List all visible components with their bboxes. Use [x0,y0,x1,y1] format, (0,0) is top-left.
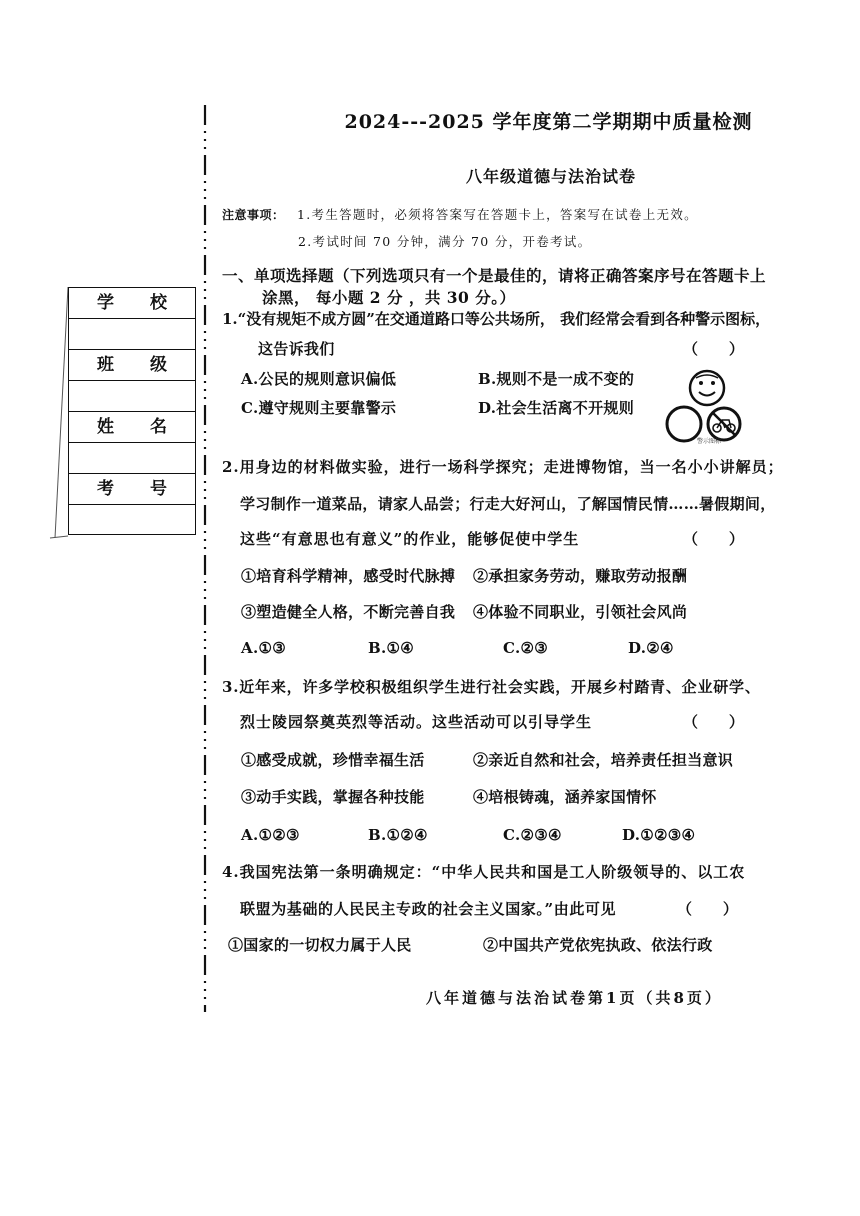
q2-option-d: D.②④ [628,639,674,657]
info-row-school-blank [69,319,195,350]
exam-subtitle: 八年级道德与法治试卷 [465,167,636,186]
q2-statement-3: ③塑造健全人格，不断完善自我 [241,603,456,621]
q1-option-c: C.遵守规则主要靠警示 [241,399,397,417]
section-heading-line-1: 一、单项选择题（下列选项只有一个是最佳的，请将正确答案序号在答题卡上 [222,266,767,285]
q1-stem-line-2: 这告诉我们 [258,340,335,358]
q3-option-c: C.②③④ [503,826,562,844]
q2-answer-bracket: （ ） [683,530,745,548]
note-item-1: 1.考生答题时，必须将答案写在答题卡上，答案写在试卷上无效。 [297,207,698,222]
exam-title: 2024---2025 学年度第二学期期中质量检测 [344,111,753,133]
q2-option-a: A.①③ [241,639,286,657]
info-row-exam-number [69,474,203,505]
q2-option-c: C.②③ [503,639,548,657]
q3-statement-1: ①感受成就，珍惜幸福生活 [241,751,425,769]
school-label: 学校 [97,292,203,313]
q2-statement-4: ④体验不同职业，引领社会风尚 [473,603,688,621]
notes-label: 注意事项： [222,208,285,222]
info-row-class [69,350,203,381]
q3-option-b: B.①②④ [368,826,428,844]
q4-statement-1: ①国家的一切权力属于人民 [228,936,412,954]
q4-stem-line-1: 4.我国宪法第一条明确规定：“中华人民共和国是工人阶级领导的、以工农 [222,863,746,881]
smiley-sign-icon [690,371,724,405]
q4-statement-2: ②中国共产党依宪执政、依法行政 [483,936,713,954]
section-heading-line-2: 涂黑， 每小题 2 分 ，共 30 分。） [262,288,516,307]
margin-slant-line [55,287,68,538]
warning-signs-figure [667,371,740,441]
q3-statement-4: ④培根铸魂，涵养家国情怀 [473,788,657,806]
student-info-table [68,287,203,535]
q4-stem-line-2: 联盟为基础的人民民主专政的社会主义国家。”由此可见 [240,900,617,918]
q1-option-b: B.规则不是一成不变的 [478,370,635,388]
info-row-exam-number-blank [69,505,195,536]
q3-stem-line-1: 3.近年来，许多学校积极组织学生进行社会实践，开展乡村踏青、企业研学、 [222,678,761,696]
name-label: 姓名 [97,416,203,437]
class-label: 班级 [97,354,203,375]
info-row-class-blank [69,381,195,412]
warning-signs-caption: 警示图标 [697,438,722,445]
q2-stem-line-2: 学习制作一道菜品，请家人品尝；行走大好河山，了解国情民情……暑假期间， [240,495,776,513]
q3-stem-line-2: 烈士陵园祭奠英烈等活动。这些活动可以引导学生 [240,713,593,731]
q1-option-a: A.公民的规则意识偏低 [241,370,397,388]
q2-option-b: B.①④ [368,639,414,657]
q1-option-d: D.社会生活离不开规则 [478,399,634,417]
q1-answer-bracket: （ ） [683,340,745,358]
note-item-2: 2.考试时间 70 分钟，满分 70 分，开卷考试。 [298,234,592,249]
q3-statement-2: ②亲近自然和社会，培养责任担当意识 [473,751,734,769]
page-footer: 八年道德与法治试卷第1页（共8页） [426,989,723,1007]
info-row-name [69,412,203,443]
q4-answer-bracket: （ ） [677,900,739,918]
blank-circle-sign-icon [667,407,701,441]
q3-option-d: D.①②③④ [622,826,696,844]
exam-number-label: 考号 [97,478,203,499]
margin-base-line [50,536,68,538]
info-row-name-blank [69,443,195,474]
q2-statement-2: ②承担家务劳动，赚取劳动报酬 [473,567,688,585]
q2-statement-1: ①培育科学精神，感受时代脉搏 [241,567,456,585]
q3-option-a: A.①②③ [241,826,300,844]
q3-statement-3: ③动手实践，掌握各种技能 [241,788,425,806]
q3-answer-bracket: （ ） [683,713,745,731]
q2-stem-line-3: 这些“有意思也有意义”的作业，能够促使中学生 [240,530,580,548]
info-row-school [69,288,203,319]
q2-stem-line-1: 2.用身边的材料做实验，进行一场科学探究；走进博物馆，当一名小小讲解员； [222,458,784,476]
q1-stem-line-1: 1.“没有规矩不成方圆”在交通道路口等公共场所， 我们经常会看到各种警示图标， [222,310,771,328]
no-bicycle-sign-icon [708,408,740,440]
